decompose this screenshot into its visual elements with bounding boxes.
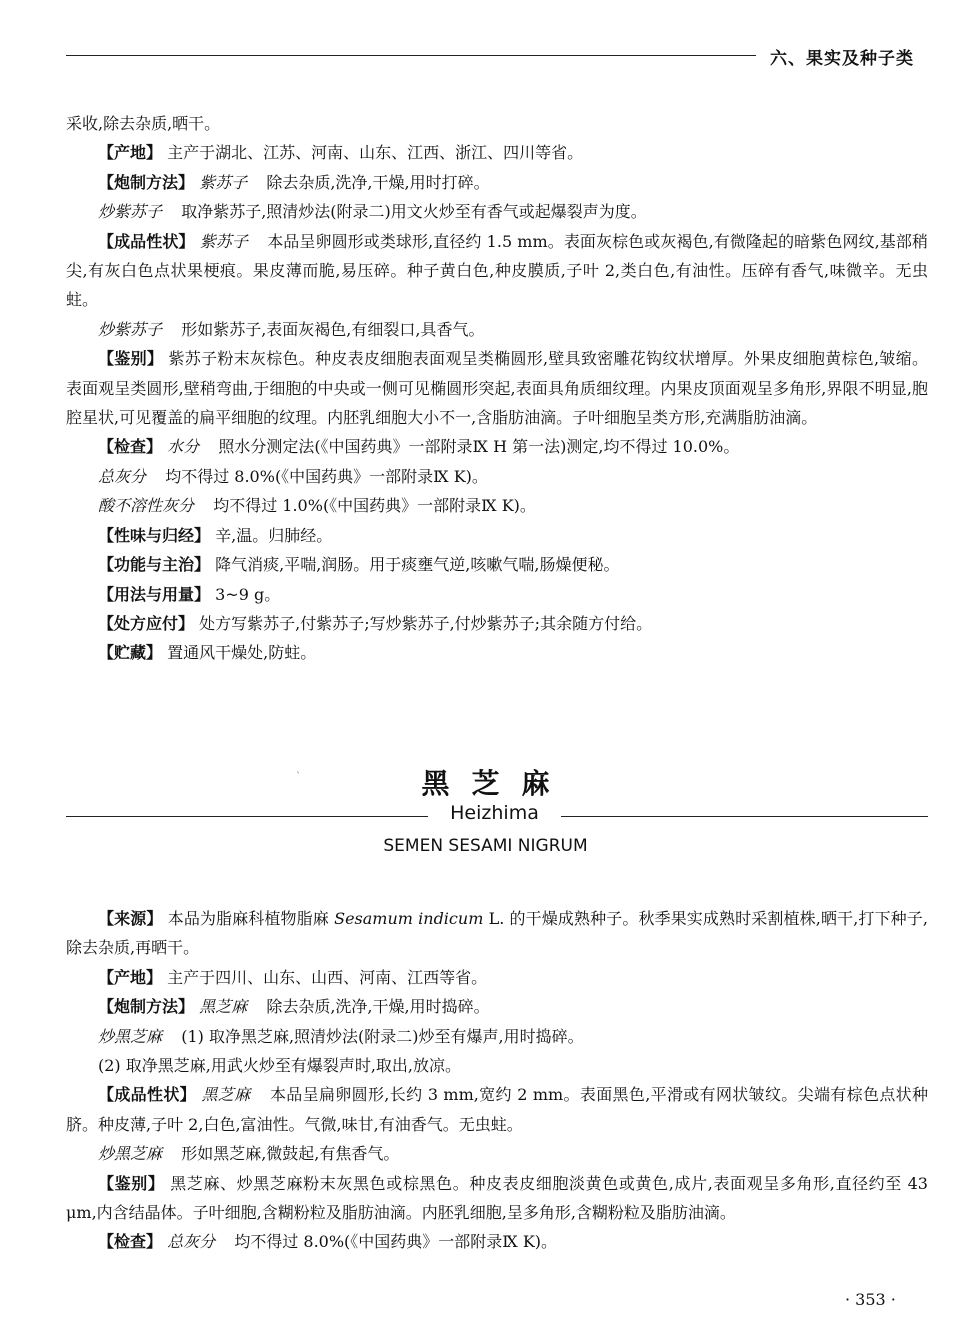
paragraph-storage	[66, 638, 928, 667]
term-zisuzi: 紫苏子	[199, 172, 248, 192]
label-inspection: 【检查】	[98, 437, 163, 457]
pinyin-rule-right	[561, 816, 928, 817]
paragraph-processing	[66, 168, 928, 197]
herb-latin-name: SEMEN SESAMI NIGRUM	[383, 836, 588, 856]
term-fried-heizhima: 炒黑芝麻	[98, 1026, 163, 1046]
paragraph-processing-fried	[66, 197, 928, 226]
paragraph-characteristics-fried-2	[66, 1139, 928, 1168]
term-heizhima: 黑芝麻	[199, 997, 248, 1017]
text-characteristics-fried-2: 形如黑芝麻,微鼓起,有焦香气。	[181, 1144, 400, 1164]
term-moisture: 水分	[167, 437, 200, 457]
herb-pinyin: Heizhima	[450, 802, 539, 824]
paragraph-processing-fried-2	[66, 1022, 928, 1051]
paragraph-acid-ash	[66, 491, 928, 520]
section-heizhima	[66, 904, 928, 1257]
label-processing-2: 【炮制方法】	[98, 997, 195, 1017]
text-total-ash: 均不得过 8.0%(《中国药典》一部附录Ⅸ K)。	[165, 466, 488, 486]
paragraph-prescription	[66, 609, 928, 638]
text-origin-2: 主产于四川、山东、山西、河南、江西等省。	[167, 967, 488, 987]
term-fried-heizhima-2: 炒黑芝麻	[98, 1144, 163, 1164]
page-number: · 353 ·	[845, 1290, 896, 1309]
label-dosage: 【用法与用量】	[98, 584, 211, 604]
label-characteristics-2: 【成品性状】	[98, 1085, 197, 1105]
label-characteristics: 【成品性状】	[98, 231, 195, 251]
label-processing: 【炮制方法】	[98, 172, 195, 192]
term-fried-zisuzi-2: 炒紫苏子	[98, 319, 163, 339]
paragraph-characteristics	[66, 227, 928, 315]
herb-title: 黑芝麻	[421, 767, 572, 800]
label-prescription: 【处方应付】	[98, 613, 195, 633]
running-header: 六、果实及种子类	[770, 49, 914, 69]
paragraph-dosage	[66, 580, 928, 609]
paragraph-source	[66, 904, 928, 963]
paragraph-characteristics-2	[66, 1080, 928, 1139]
label-origin-2: 【产地】	[98, 967, 163, 987]
text-prescription: 处方写紫苏子,付紫苏子;写炒紫苏子,付炒紫苏子;其余随方付给。	[199, 613, 653, 633]
term-fried-zisuzi: 炒紫苏子	[98, 202, 163, 222]
text-processing-fried-2: (1) 取净黑芝麻,照清炒法(附录二)炒至有爆声,用时捣碎。	[181, 1026, 584, 1046]
term-heizhima-2: 黑芝麻	[201, 1085, 251, 1105]
label-origin: 【产地】	[98, 143, 163, 163]
label-storage: 【贮藏】	[98, 643, 163, 663]
paragraph-nature	[66, 521, 928, 550]
scientific-name: Sesamum indicum	[334, 909, 484, 928]
text-processing-fried: 取净紫苏子,照清炒法(附录二)用文火炒至有香气或起爆裂声为度。	[181, 202, 647, 222]
label-nature: 【性味与归经】	[98, 525, 211, 545]
text-processing-2: 除去杂质,洗净,干燥,用时捣碎。	[266, 997, 490, 1017]
text-dosage: 3~9 g。	[215, 584, 281, 604]
text-nature: 辛,温。归肺经。	[215, 525, 333, 545]
text-total-ash-2: 均不得过 8.0%(《中国药典》一部附录Ⅸ K)。	[234, 1232, 558, 1252]
text-function: 降气消痰,平喘,润肠。用于痰壅气逆,咳嗽气喘,肠燥便秘。	[215, 555, 620, 575]
text-source-a: 本品为脂麻科植物脂麻	[167, 909, 335, 928]
text-origin: 主产于湖北、江苏、河南、山东、江西、浙江、四川等省。	[167, 143, 584, 163]
term-acid-ash: 酸不溶性灰分	[98, 496, 195, 516]
label-inspection-2: 【检查】	[98, 1232, 163, 1252]
label-identification-2: 【鉴别】	[98, 1173, 165, 1193]
paragraph-total-ash	[66, 462, 928, 491]
paragraph-identification-2	[66, 1169, 928, 1228]
term-zisuzi-2: 紫苏子	[199, 231, 248, 251]
paragraph-origin	[66, 138, 928, 167]
text-storage: 置通风干燥处,防蛀。	[167, 643, 317, 663]
paragraph-inspection-2	[66, 1227, 928, 1256]
text-characteristics-2: 本品呈扁卵圆形,长约 3 mm,宽约 2 mm。表面黑色,平滑或有网状皱纹。尖端有棕色点状种脐。种皮薄,子叶 2,白色,富油性。气微,味甘,有油香气。无虫蛀。	[66, 1085, 928, 1134]
text-processing: 除去杂质,洗净,干燥,用时打碎。	[266, 172, 490, 192]
pinyin-rule-left	[66, 816, 428, 817]
text-moisture: 照水分测定法(《中国药典》一部附录Ⅸ H 第一法)测定,均不得过 10.0%。	[218, 437, 740, 457]
paragraph-function	[66, 550, 928, 579]
paragraph-processing-2	[66, 992, 928, 1021]
header-rule	[66, 55, 756, 56]
text-characteristics-fried: 形如紫苏子,表面灰褐色,有细裂口,具香气。	[181, 319, 485, 339]
paragraph-processing-fried-3: (2) 取净黑芝麻,用武火炒至有爆裂声时,取出,放凉。	[98, 1056, 462, 1076]
text-identification-2: 黑芝麻、炒黑芝麻粉末灰黑色或棕黑色。种皮表皮细胞淡黄色或黄色,成片,表面观呈多角形,直径约至 43 μm,内含结晶体。子叶细胞,含糊粉粒及脂肪油滴。内胚乳细胞,呈多角形,含糊粉粒及脂肪油滴。	[66, 1173, 928, 1223]
text-source-b: L. 的干燥成熟种子。秋季果实成熟时采割植株,晒干,打下种子,除去杂质,再晒干。	[66, 909, 928, 958]
paragraph-inspection	[66, 432, 928, 461]
paragraph-harvest-end: 采收,除去杂质,晒干。	[66, 114, 221, 133]
paragraph-identification	[66, 344, 928, 432]
text-characteristics: 本品呈卵圆形或类球形,直径约 1.5 mm。表面灰棕色或灰褐色,有微隆起的暗紫色网纹,基部稍尖,有灰白色点状果梗痕。果皮薄而脆,易压碎。种子黄白色,种皮膜质,子叶 2,类白色,有油性。压碎有香气,味微辛。无虫蛀。	[66, 231, 928, 310]
label-source: 【来源】	[98, 909, 163, 928]
term-total-ash-2: 总灰分	[167, 1232, 216, 1252]
pinyin-row	[66, 800, 928, 832]
paragraph-characteristics-fried	[66, 315, 928, 344]
section-zisuzi-continued	[66, 109, 928, 668]
text-identification: 紫苏子粉末灰棕色。种皮表皮细胞表面观呈类椭圆形,壁具致密雕花钩纹状增厚。外果皮细胞黄棕色,皱缩。表面观呈类圆形,壁稍弯曲,于细胞的中央或一侧可见椭圆形突起,表面具角质细纹理。内果皮顶面观呈多角形,界限不明显,胞腔星状,可见覆盖的扁平细胞的纹理。内胚乳细胞大小不一,含脂肪油滴。子叶细胞呈类方形,充满脂肪油滴。	[66, 349, 928, 428]
paragraph-origin-2	[66, 963, 928, 992]
label-function: 【功能与主治】	[98, 555, 211, 575]
label-identification: 【鉴别】	[98, 349, 164, 369]
stray-mark: `	[296, 772, 301, 783]
text-acid-ash: 均不得过 1.0%(《中国药典》一部附录Ⅸ K)。	[213, 496, 536, 516]
term-total-ash: 总灰分	[98, 466, 147, 486]
